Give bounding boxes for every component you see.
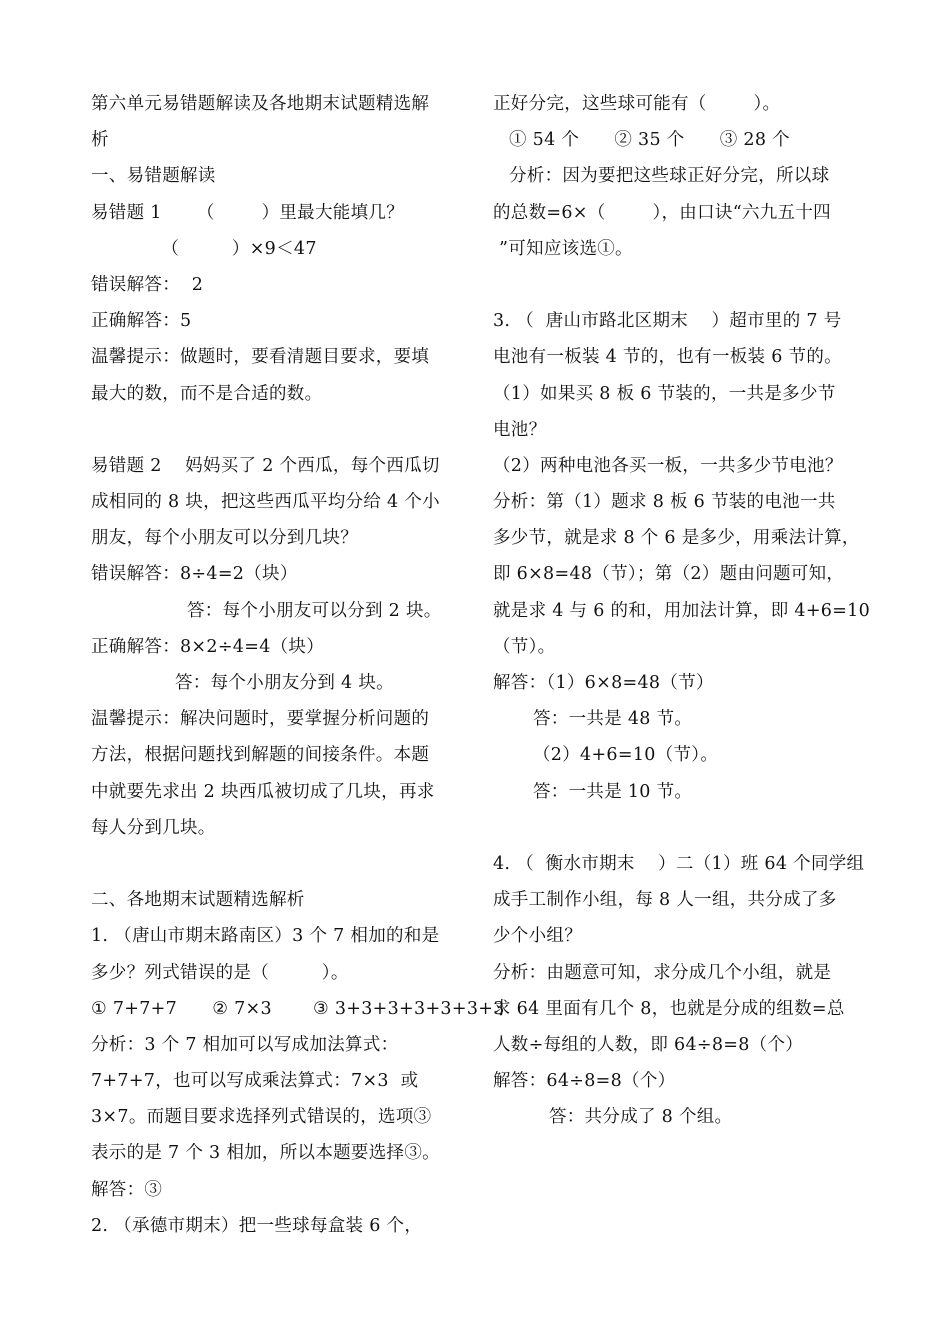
text-line: 错误解答：8÷4=2（块） [91, 564, 298, 585]
text-line: （ ）×9＜47 [91, 238, 317, 259]
text-line: 分析：因为要把这些球正好分完，所以球 [509, 166, 830, 187]
text-line: 解答：③ [91, 1179, 163, 1200]
text-line: 就是求 4 与 6 的和，用加法计算，即 4+6=10 [493, 600, 871, 621]
blank-line [493, 810, 868, 846]
text-line: 解答：（1）6×8=48（节） [493, 673, 714, 693]
text-line: 正好分完，这些球可能有（ ）。 [493, 94, 781, 114]
text-line: 多少节，就是求 8 个 6 是多少，用乘法计算， [493, 528, 860, 549]
text-line: 易错题 2 妈妈买了 2 个西瓜，每个西瓜切 [91, 455, 440, 476]
text-line: 最大的数，而不是合适的数。 [91, 383, 323, 404]
blank-line [91, 412, 466, 448]
text-line: （1）如果买 8 板 6 节装的，一共是多少节 [493, 383, 836, 404]
answer-line: （2）4+6=10（节）。 [533, 745, 719, 766]
answer-line: 答：每个小朋友可以分到 2 块。 [187, 600, 442, 621]
text-line: （2）两种电池各买一板，一共多少节电池？ [493, 455, 843, 476]
text-line: 表示的是 7 个 3 相加，所以本题要选择③。 [91, 1143, 440, 1164]
section-heading-2: 二、各地期末试题精选解析 [91, 890, 305, 911]
text-line: 1. （唐山市期末路南区）3 个 7 相加的和是 [91, 926, 440, 947]
answer-line: 答：共分成了 8 个组。 [549, 1107, 733, 1128]
text-line: 3×7。而题目要求选择列式错误的，选项③ [91, 1107, 432, 1128]
text-line: 7+7+7，也可以写成乘法算式：7×3 或 [91, 1071, 419, 1092]
text-line: 正确解答：8×2÷4=4（块） [91, 636, 325, 657]
text-line: 分析：由题意可知，求分成几个小组，就是 [493, 962, 832, 983]
text-line: 正确解答：5 [91, 311, 192, 332]
left-column [91, 86, 505, 1244]
text-line: 2. （承德市期末）把一些球每盒装 6 个， [91, 1215, 423, 1236]
text-line: 求 64 里面有几个 8，也就是分成的组数=总 [493, 998, 845, 1019]
text-line: 成相同的 8 块，把这些西瓜平均分给 4 个小 [91, 492, 440, 513]
text-line: 分析：第（1）题求 8 板 6 节装的电池一共 [493, 492, 836, 513]
text-line: （节）。 [493, 636, 556, 657]
text-line: 电池有一板装 4 节的，也有一板装 6 节的。 [493, 347, 842, 368]
options-line: ① 54 个 ② 35 个 ③ 28 个 [509, 130, 790, 151]
text-line: 方法，根据问题找到解题的间接条件。本题 [91, 745, 430, 766]
text-line: 少个小组？ [493, 926, 582, 947]
text-line: 温馨提示：做题时，要看清题目要求，要填 [91, 347, 430, 368]
doc-title-cont: 析 [91, 130, 109, 151]
text-line: 4. （ 衡水市期末 ）二（1）班 64 个同学组 [493, 853, 865, 874]
text-line: 即 6×8=48（节）；第（2）题由问题可知， [493, 564, 845, 585]
text-line: 每人分到几块。 [91, 817, 216, 838]
text-line: 多少？列式错误的是（ ）。 [91, 962, 349, 983]
text-line: 分析：3 个 7 相加可以写成加法算式： [91, 1034, 399, 1055]
doc-title: 第六单元易错题解读及各地期末试题精选解 [91, 94, 430, 114]
blank-line [91, 846, 466, 882]
text-line: 朋友，每个小朋友可以分到几块？ [91, 528, 358, 549]
text-line: ”可知应该选①。 [499, 238, 633, 259]
right-column [493, 86, 871, 1135]
text-line: 解答：64÷8=8（个） [493, 1071, 676, 1092]
text-line: 成手工制作小组，每 8 人一组，共分成了多 [493, 890, 837, 911]
text-line: 中就要先求出 2 块西瓜被切成了几块，再求 [91, 781, 435, 802]
text-line: 3. （ 唐山市路北区期末 ）超市里的 7 号 [493, 311, 842, 332]
section-heading-1: 一、易错题解读 [91, 166, 216, 187]
text-line: 人数÷每组的人数，即 64÷8=8（个） [493, 1034, 804, 1055]
answer-line: 答：每个小朋友分到 4 块。 [175, 673, 394, 693]
answer-line: 答：一共是 10 节。 [533, 781, 693, 802]
blank-line [493, 267, 868, 303]
options-line: ① 7+7+7 ② 7×3 ③ 3+3+3+3+3+3+3 [91, 998, 505, 1019]
text-line: 的总数=6×（ ），由口诀“六九五十四 [493, 202, 831, 223]
text-line: 易错题 1 （ ）里最大能填几？ [91, 202, 404, 223]
text-line: 电池？ [493, 419, 547, 440]
answer-line: 答：一共是 48 节。 [533, 709, 693, 730]
text-line: 温馨提示：解决问题时，要掌握分析问题的 [91, 709, 430, 730]
text-line: 错误解答： 2 [91, 274, 204, 295]
